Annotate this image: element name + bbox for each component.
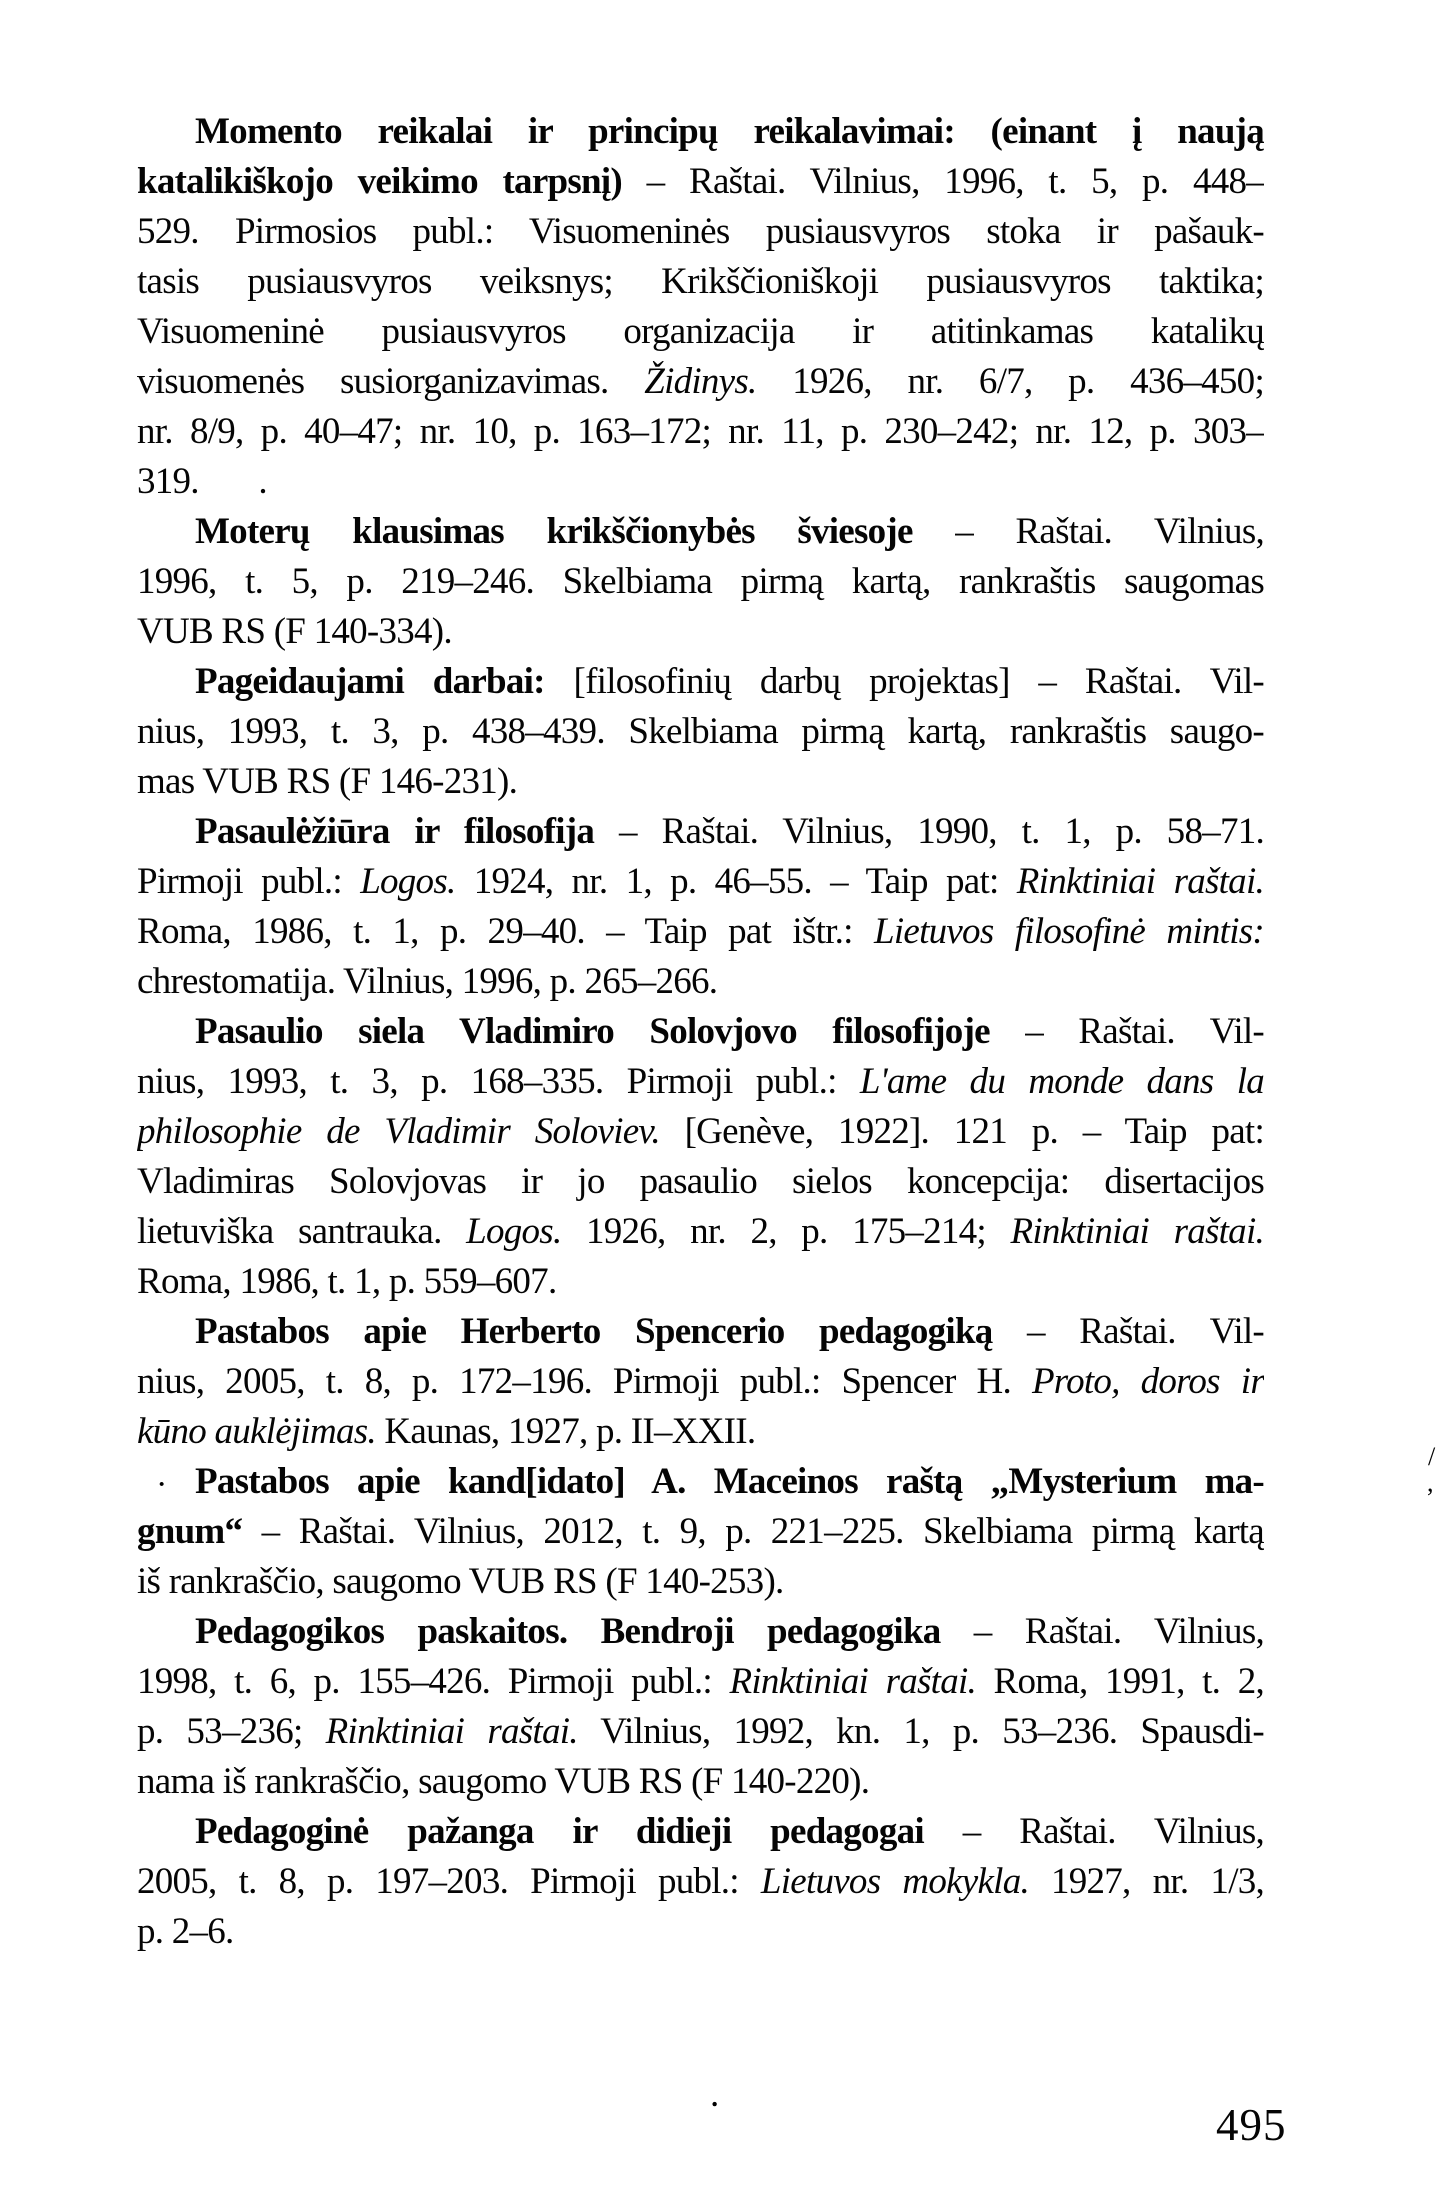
bibliography-line (137, 1057, 1264, 1107)
bibliography-line (137, 807, 1264, 857)
scan-artifact: , (1427, 1468, 1434, 1497)
entry-text: 1926, nr. 2, p. 175–214; (561, 1211, 1011, 1252)
entry-text: mas VUB RS (F 146-231). (137, 761, 518, 802)
source-title-italic: kūno auklėjimas. (137, 1411, 376, 1452)
source-title-italic: Rinktiniai raštai. (325, 1711, 578, 1752)
source-title-italic: Lietuvos mokykla. (760, 1861, 1029, 1902)
entry-text: – Raštai. Vil- (989, 1011, 1264, 1052)
entry-text: Kaunas, 1927, p. II–XXII. (375, 1411, 756, 1452)
bibliography-line (137, 1207, 1264, 1257)
entry-title-text: Pasaulėžiūra ir filosofija (195, 811, 595, 852)
bibliography-line (137, 407, 1264, 457)
bibliography-line (137, 607, 1264, 657)
bibliography-line (137, 1007, 1264, 1057)
bibliography-line (137, 1457, 1264, 1507)
bibliography-line (137, 1507, 1264, 1557)
page-number: 495 (1216, 2100, 1287, 2150)
entry-text: visuomenės susiorganizavimas. (137, 361, 645, 402)
entry-text: Vilnius, 1992, kn. 1, p. 53–236. Spausdi- (577, 1711, 1264, 1752)
source-title-italic: Logos. (360, 861, 456, 902)
bibliography-line (137, 1157, 1264, 1207)
scan-artifact: . (710, 2074, 720, 2115)
entry-text: – Raštai. Vilnius, (923, 1811, 1264, 1852)
bibliography-line (137, 107, 1264, 157)
entry-title-text: Pastabos apie Herberto Spencerio pedagogiką (195, 1311, 993, 1352)
entry-text: 319. . (137, 461, 267, 502)
bibliography-line (137, 1657, 1264, 1707)
entry-text: Vladimiras Solovjovas ir jo pasaulio sielos koncepcija: disertacijos (137, 1161, 1264, 1202)
entry-text: nius, 2005, t. 8, p. 172–196. Pirmoji publ.: Spencer H. (137, 1361, 1032, 1402)
entry-text: 529. Pirmosios publ.: Visuomeninės pusiausvyros stoka ir pašauk- (137, 211, 1264, 252)
entry-text: [filosofinių darbų projektas] – Raštai. Vil- (544, 661, 1264, 702)
entry-text: Roma, 1986, t. 1, p. 29–40. – Taip pat ištr.: (137, 911, 875, 952)
entry-text: nama iš rankraščio, saugomo VUB RS (F 140-220). (137, 1761, 870, 1802)
entry-text: nr. 8/9, p. 40–47; nr. 10, p. 163–172; nr. 11, p. 230–242; nr. 12, p. 303– (137, 411, 1264, 452)
bibliography-line (137, 257, 1264, 307)
bibliography-line (137, 1307, 1264, 1357)
bibliography-line (137, 707, 1264, 757)
bibliography-line (137, 657, 1264, 707)
bibliography-line (137, 1907, 1264, 1957)
entry-text: nius, 1993, t. 3, p. 438–439. Skelbiama pirmą kartą, rankraštis saugo- (137, 711, 1264, 752)
entry-text: – Raštai. Vilnius, (912, 511, 1264, 552)
bibliography-line (137, 907, 1264, 957)
scan-artifact: / (1428, 1442, 1436, 1471)
scan-artifact: · (156, 1466, 168, 1503)
source-title-italic: Rinktiniai raštai. (1016, 861, 1264, 902)
bibliography-line (137, 1807, 1264, 1857)
bibliography-line (137, 1357, 1264, 1407)
bibliography-line (137, 357, 1264, 407)
entry-text: tasis pusiausvyros veiksnys; Krikščioniškoji pusiausvyros taktika; (137, 261, 1264, 302)
entry-text: Pirmoji publ.: (137, 861, 361, 902)
source-title-italic: Proto, doros ir (1031, 1361, 1264, 1402)
bibliography-line (137, 1707, 1264, 1757)
entry-text: iš rankraščio, saugomo VUB RS (F 140-253). (137, 1561, 784, 1602)
entry-text: p. 53–236; (137, 1711, 326, 1752)
entry-text: Roma, 1991, t. 2, (976, 1661, 1264, 1702)
entry-title-text: Momento reikalai ir principų reikalavimai: (einant į naują (195, 111, 1264, 152)
source-title-italic: L'ame du monde dans la (859, 1061, 1264, 1102)
bibliography-line (137, 1557, 1264, 1607)
entry-title-text: katalikiškojo veikimo tarpsnį) (137, 161, 622, 202)
bibliography-line (137, 157, 1264, 207)
bibliography-line (137, 557, 1264, 607)
entry-text: – Raštai. Vil- (992, 1311, 1264, 1352)
bibliography-line (137, 1257, 1264, 1307)
entry-text: lietuviška santrauka. (137, 1211, 467, 1252)
entry-text: – Raštai. Vilnius, 2012, t. 9, p. 221–225. Skelbiama pirmą kartą (242, 1511, 1264, 1552)
entry-text: 2005, t. 8, p. 197–203. Pirmoji publ.: (137, 1861, 761, 1902)
entry-text: 1924, nr. 1, p. 46–55. – Taip pat: (455, 861, 1017, 902)
source-title-italic: Lietuvos filosofinė mintis: (874, 911, 1264, 952)
entry-title-text: gnum“ (137, 1511, 243, 1552)
bibliography-line (137, 1857, 1264, 1907)
entry-text: 1996, t. 5, p. 219–246. Skelbiama pirmą kartą, rankraštis saugomas (137, 561, 1264, 602)
bibliography-line (137, 1107, 1264, 1157)
entry-text: chrestomatija. Vilnius, 1996, p. 265–266. (137, 961, 718, 1002)
entry-text: 1998, t. 6, p. 155–426. Pirmoji publ.: (137, 1661, 730, 1702)
source-title-italic: Rinktiniai raštai. (1010, 1211, 1264, 1252)
entry-title-text: Moterų klausimas krikščionybės šviesoje (195, 511, 913, 552)
bibliography-line (137, 457, 1264, 507)
source-title-italic: Logos. (466, 1211, 562, 1252)
entry-text: – Raštai. Vilnius, (940, 1611, 1264, 1652)
entry-text: [Genève, 1922]. 121 p. – Taip pat: (659, 1111, 1264, 1152)
bibliography-line (137, 207, 1264, 257)
bibliography-line (137, 857, 1264, 907)
entry-text: 1926, nr. 6/7, p. 436–450; (756, 361, 1264, 402)
entry-title-text: Pageidaujami darbai: (195, 661, 545, 702)
source-title-italic: Židinys. (644, 361, 757, 402)
source-title-italic: Rinktiniai raštai. (729, 1661, 977, 1702)
bibliography-line (137, 1407, 1264, 1457)
entry-title-text: Pastabos apie kand[idato] A. Maceinos raštą „Mysterium ma- (195, 1461, 1264, 1502)
entry-text: Roma, 1986, t. 1, p. 559–607. (137, 1261, 557, 1302)
entry-text: p. 2–6. (137, 1911, 234, 1952)
entry-title-text: Pedagogikos paskaitos. Bendroji pedagogika (195, 1611, 941, 1652)
bibliography-line (137, 1757, 1264, 1807)
entry-text: – Raštai. Vilnius, 1990, t. 1, p. 58–71. (594, 811, 1264, 852)
bibliography-line (137, 307, 1264, 357)
bibliography-line (137, 957, 1264, 1007)
entry-text: VUB RS (F 140-334). (137, 611, 452, 652)
entry-title-text: Pasaulio siela Vladimiro Solovjovo filosofijoje (195, 1011, 990, 1052)
entry-text: 1927, nr. 1/3, (1028, 1861, 1264, 1902)
bibliography-line (137, 757, 1264, 807)
entry-text: – Raštai. Vilnius, 1996, t. 5, p. 448– (621, 161, 1264, 202)
text-block (137, 107, 1264, 1957)
entry-text: nius, 1993, t. 3, p. 168–335. Pirmoji publ.: (137, 1061, 860, 1102)
bibliography-line (137, 507, 1264, 557)
entry-title-text: Pedagoginė pažanga ir didieji pedagogai (195, 1811, 924, 1852)
bibliography-line (137, 1607, 1264, 1657)
source-title-italic: philosophie de Vladimir Soloviev. (137, 1111, 660, 1152)
entry-text: Visuomeninė pusiausvyros organizacija ir atitinkamas katalikų (137, 311, 1264, 352)
